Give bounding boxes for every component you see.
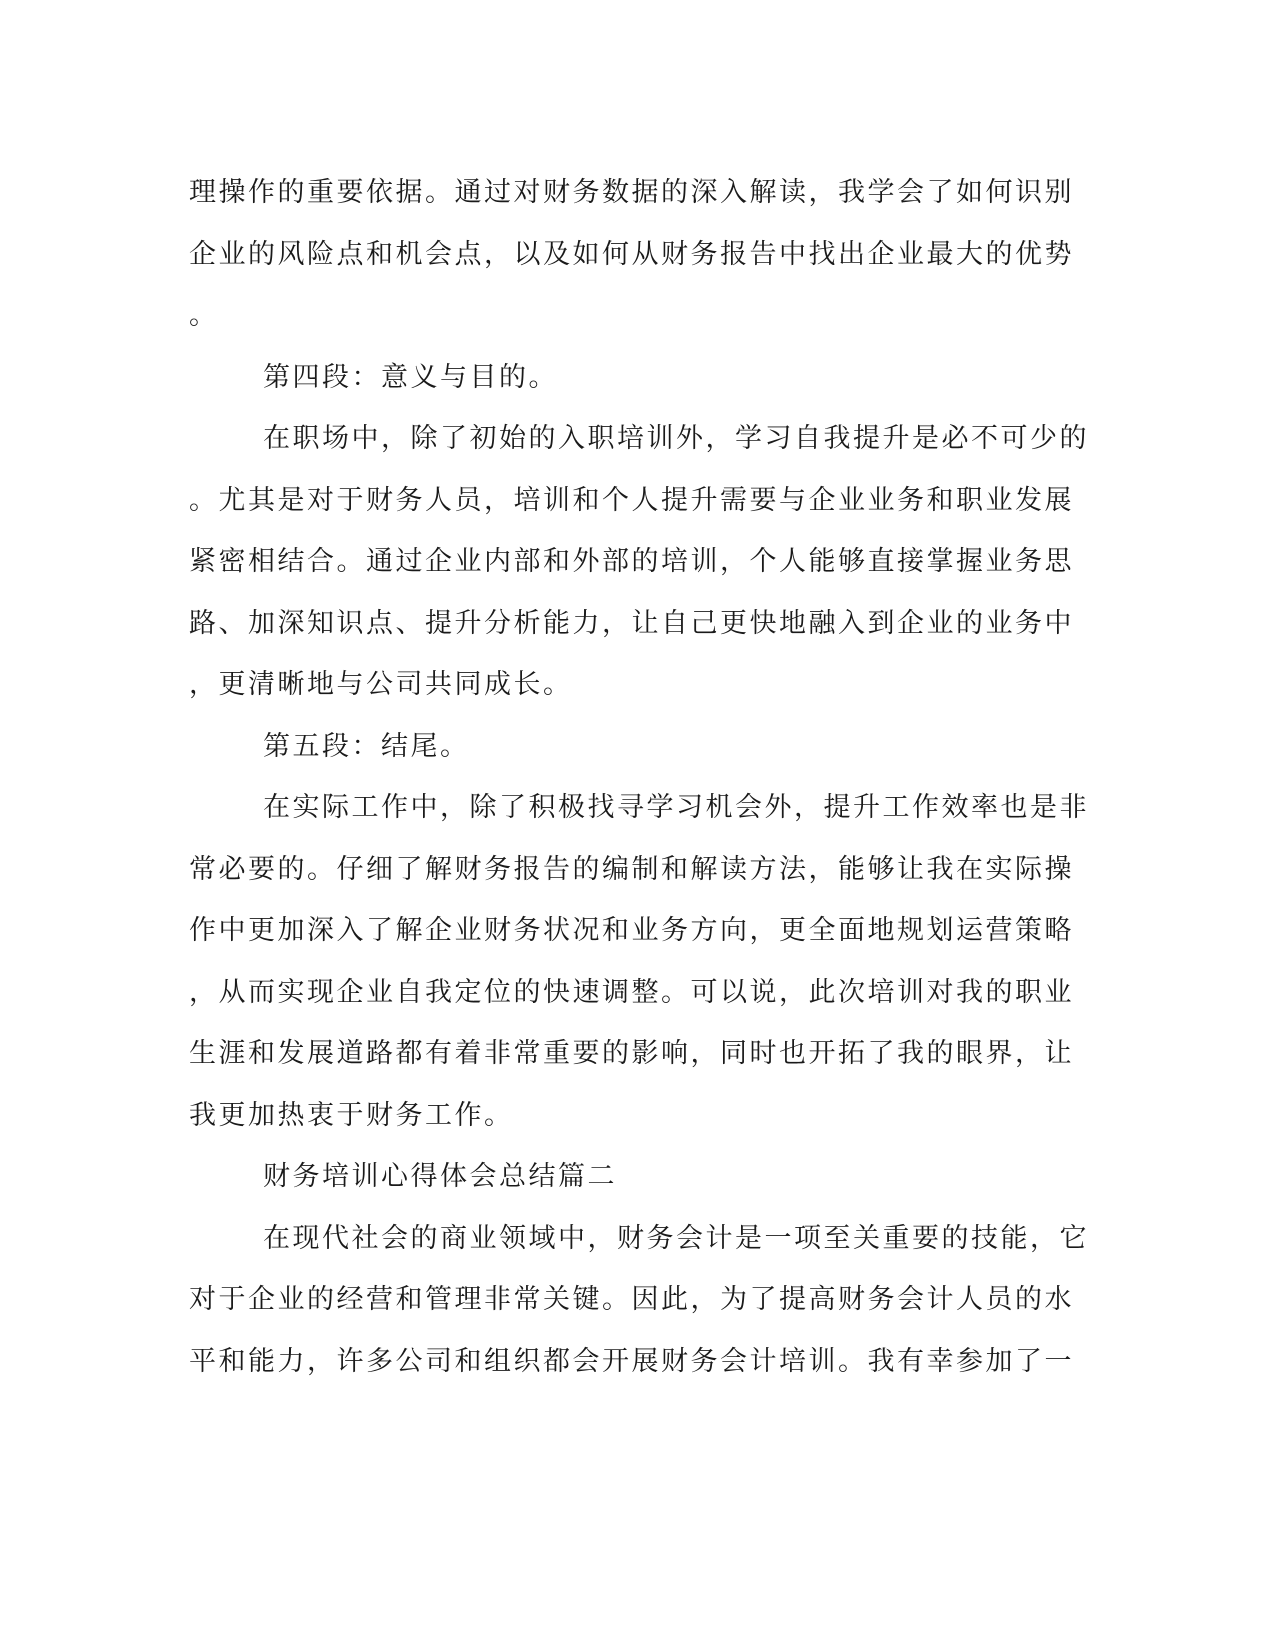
article-title: 财务培训心得体会总结篇二 xyxy=(263,1161,617,1192)
paragraph-first-line: 在职场中，除了初始的入职培训外，学习自我提升是必不可少的 xyxy=(263,423,1089,454)
text-line: 对于企业的经营和管理非常关键。因此，为了提高财务会计人员的水 xyxy=(189,1284,1074,1315)
paragraph-first-line: 在现代社会的商业领域中，财务会计是一项至关重要的技能，它 xyxy=(263,1222,1089,1254)
text-line: 。尤其是对于财务人员，培训和个人提升需要与企业业务和职业发展 xyxy=(189,484,1074,516)
text-line: 企业的风险点和机会点，以及如何从财务报告中找出企业最大的优势 xyxy=(189,238,1074,270)
text-line: ，从而实现企业自我定位的快速调整。可以说，此次培训对我的职业 xyxy=(189,976,1074,1008)
text-line: 作中更加深入了解企业财务状况和业务方向，更全面地规划运营策略 xyxy=(189,915,1074,946)
text-line: 常必要的。仔细了解财务报告的编制和解读方法，能够让我在实际操 xyxy=(189,853,1074,885)
document-body xyxy=(189,162,1089,1392)
section-heading: 第五段：结尾。 xyxy=(263,730,470,762)
section-heading: 第四段：意义与目的。 xyxy=(263,361,558,393)
paragraph-first-line: 在实际工作中，除了积极找寻学习机会外，提升工作效率也是非 xyxy=(263,792,1089,823)
text-line: 生涯和发展道路都有着非常重要的影响，同时也开拓了我的眼界，让 xyxy=(189,1038,1074,1069)
text-line: 我更加热衷于财务工作。 xyxy=(189,1099,514,1131)
text-line: 路、加深知识点、提升分析能力，让自己更快地融入到企业的业务中 xyxy=(189,607,1074,639)
text-line: 紧密相结合。通过企业内部和外部的培训，个人能够直接掌握业务思 xyxy=(189,546,1074,577)
text-line: 。 xyxy=(189,300,219,331)
text-line: 平和能力，许多公司和组织都会开展财务会计培训。我有幸参加了一 xyxy=(189,1345,1074,1377)
text-line: 理操作的重要依据。通过对财务数据的深入解读，我学会了如何识别 xyxy=(189,177,1074,208)
text-line: ，更清晰地与公司共同成长。 xyxy=(189,669,573,700)
